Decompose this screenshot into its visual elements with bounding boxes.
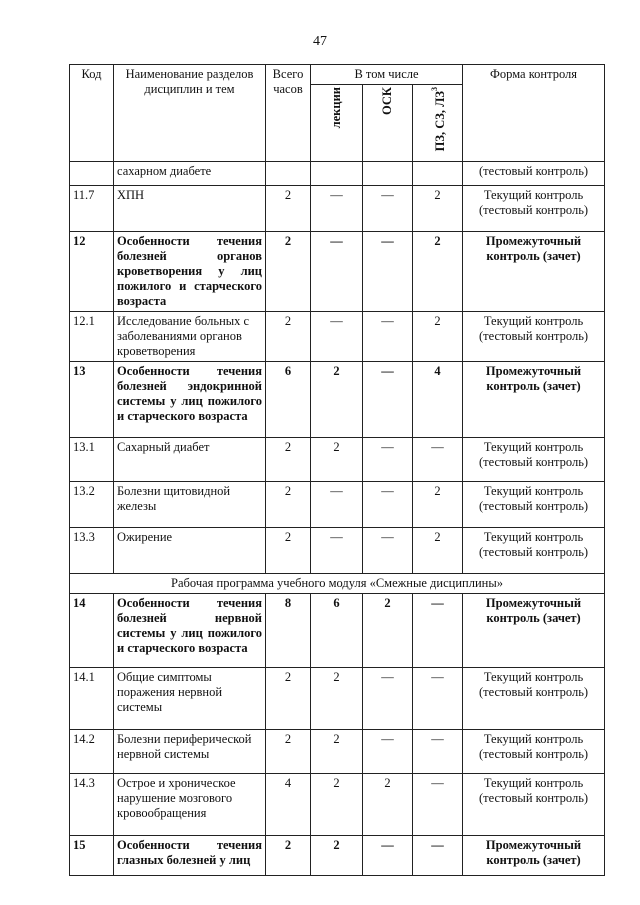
row-code: 12 — [70, 232, 114, 312]
row-lectures: — — [311, 482, 363, 528]
row-name: Болезни щитовидной железы — [114, 482, 266, 528]
row-control-form: Текущий контроль (тестовый контроль) — [463, 312, 605, 362]
module-title: Рабочая программа учебного модуля «Смежные дисциплины» — [70, 574, 605, 594]
row-osk: — — [363, 730, 413, 774]
row-osk: 2 — [363, 594, 413, 668]
row-pz: 2 — [413, 528, 463, 574]
row-total-hours: 2 — [266, 232, 311, 312]
table-body-part1 — [70, 162, 605, 574]
header-pz-label — [427, 87, 448, 151]
table-row — [70, 186, 605, 232]
row-lectures: — — [311, 312, 363, 362]
row-control-form: Текущий контроль (тестовый контроль) — [463, 438, 605, 482]
row-osk: — — [363, 232, 413, 312]
row-control-form: Промежуточный контроль (зачет) — [463, 594, 605, 668]
header-osk-label: ОСК — [380, 87, 394, 115]
row-total-hours: 4 — [266, 774, 311, 836]
row-total-hours — [266, 162, 311, 186]
row-lectures — [311, 162, 363, 186]
row-osk — [363, 162, 413, 186]
row-lectures: 2 — [311, 730, 363, 774]
row-lectures: 2 — [311, 438, 363, 482]
table-body-part2 — [70, 594, 605, 876]
row-osk: — — [363, 836, 413, 876]
row-code: 14 — [70, 594, 114, 668]
table-row — [70, 836, 605, 876]
row-name: Особенности течения глазных болезней у лиц — [114, 836, 266, 876]
row-total-hours: 2 — [266, 312, 311, 362]
row-code: 14.3 — [70, 774, 114, 836]
row-name: Ожирение — [114, 528, 266, 574]
row-code: 13 — [70, 362, 114, 438]
table-row — [70, 438, 605, 482]
curriculum-table — [69, 64, 605, 876]
row-pz: — — [413, 730, 463, 774]
row-lectures: 2 — [311, 836, 363, 876]
header-pz — [413, 85, 463, 162]
row-lectures: 6 — [311, 594, 363, 668]
header-pz-sup: 3 — [429, 87, 439, 91]
row-osk: — — [363, 482, 413, 528]
row-code: 13.3 — [70, 528, 114, 574]
row-total-hours: 2 — [266, 186, 311, 232]
table-header — [70, 65, 605, 162]
row-pz: 2 — [413, 312, 463, 362]
row-total-hours: 2 — [266, 668, 311, 730]
row-control-form: Текущий контроль (тестовый контроль) — [463, 668, 605, 730]
row-pz: 4 — [413, 362, 463, 438]
row-control-form: Текущий контроль (тестовый контроль) — [463, 774, 605, 836]
row-code: 12.1 — [70, 312, 114, 362]
row-name: сахарном диабете — [114, 162, 266, 186]
row-code: 13.1 — [70, 438, 114, 482]
row-pz: — — [413, 438, 463, 482]
header-lectures — [311, 85, 363, 162]
table-row — [70, 594, 605, 668]
row-name: ХПН — [114, 186, 266, 232]
row-lectures: — — [311, 186, 363, 232]
row-code: 14.2 — [70, 730, 114, 774]
header-control: Форма контроля — [463, 65, 605, 162]
row-osk: 2 — [363, 774, 413, 836]
header-name: Наименование разделов дисциплин и тем — [114, 65, 266, 162]
row-control-form: Промежуточный контроль (зачет) — [463, 836, 605, 876]
row-osk: — — [363, 362, 413, 438]
row-name: Особенности течения болезней нервной системы у лиц пожилого и старческого возраста — [114, 594, 266, 668]
header-including: В том числе — [311, 65, 463, 85]
table-row — [70, 482, 605, 528]
row-osk: — — [363, 312, 413, 362]
row-osk: — — [363, 438, 413, 482]
header-lectures-label: лекции — [329, 87, 343, 129]
table-row — [70, 528, 605, 574]
header-total: Всего часов — [266, 65, 311, 162]
row-code — [70, 162, 114, 186]
row-name: Особенности течения болезней органов кроветворения у лиц пожилого и старческого возраста — [114, 232, 266, 312]
row-control-form: Текущий контроль (тестовый контроль) — [463, 186, 605, 232]
row-pz: — — [413, 774, 463, 836]
row-control-form: Текущий контроль (тестовый контроль) — [463, 528, 605, 574]
row-name: Острое и хроническое нарушение мозгового кровообращения — [114, 774, 266, 836]
row-total-hours: 2 — [266, 482, 311, 528]
row-lectures: — — [311, 232, 363, 312]
row-control-form: Промежуточный контроль (зачет) — [463, 362, 605, 438]
row-code: 15 — [70, 836, 114, 876]
module-row-group — [70, 574, 605, 594]
page-number: 47 — [313, 34, 327, 49]
row-name: Сахарный диабет — [114, 438, 266, 482]
row-control-form: Текущий контроль (тестовый контроль) — [463, 730, 605, 774]
table-row — [70, 162, 605, 186]
table-row — [70, 730, 605, 774]
row-pz: — — [413, 594, 463, 668]
row-lectures: 2 — [311, 774, 363, 836]
row-pz: 2 — [413, 186, 463, 232]
row-name: Особенности течения болезней эндокринной системы у лиц пожилого и старческого возраста — [114, 362, 266, 438]
row-lectures: 2 — [311, 668, 363, 730]
row-control-form: Текущий контроль (тестовый контроль) — [463, 482, 605, 528]
row-code: 14.1 — [70, 668, 114, 730]
header-pz-text: ПЗ, СЗ, ЛЗ — [433, 91, 448, 152]
header-code: Код — [70, 65, 114, 162]
row-osk: — — [363, 186, 413, 232]
row-total-hours: 2 — [266, 528, 311, 574]
table-row — [70, 668, 605, 730]
row-total-hours: 2 — [266, 438, 311, 482]
row-pz — [413, 162, 463, 186]
row-name: Болезни периферической нервной системы — [114, 730, 266, 774]
row-pz: — — [413, 836, 463, 876]
table-row — [70, 232, 605, 312]
row-code: 11.7 — [70, 186, 114, 232]
row-total-hours: 2 — [266, 836, 311, 876]
header-osk — [363, 85, 413, 162]
row-control-form: (тестовый контроль) — [463, 162, 605, 186]
row-lectures: — — [311, 528, 363, 574]
table-row — [70, 774, 605, 836]
table-row — [70, 362, 605, 438]
table-row — [70, 312, 605, 362]
row-total-hours: 8 — [266, 594, 311, 668]
row-name: Общие симптомы поражения нервной системы — [114, 668, 266, 730]
row-pz: 2 — [413, 482, 463, 528]
row-osk: — — [363, 668, 413, 730]
row-osk: — — [363, 528, 413, 574]
row-total-hours: 2 — [266, 730, 311, 774]
row-total-hours: 6 — [266, 362, 311, 438]
row-pz: — — [413, 668, 463, 730]
row-code: 13.2 — [70, 482, 114, 528]
row-lectures: 2 — [311, 362, 363, 438]
row-control-form: Промежуточный контроль (зачет) — [463, 232, 605, 312]
row-name: Исследование больных с заболеваниями органов кроветворения — [114, 312, 266, 362]
row-pz: 2 — [413, 232, 463, 312]
